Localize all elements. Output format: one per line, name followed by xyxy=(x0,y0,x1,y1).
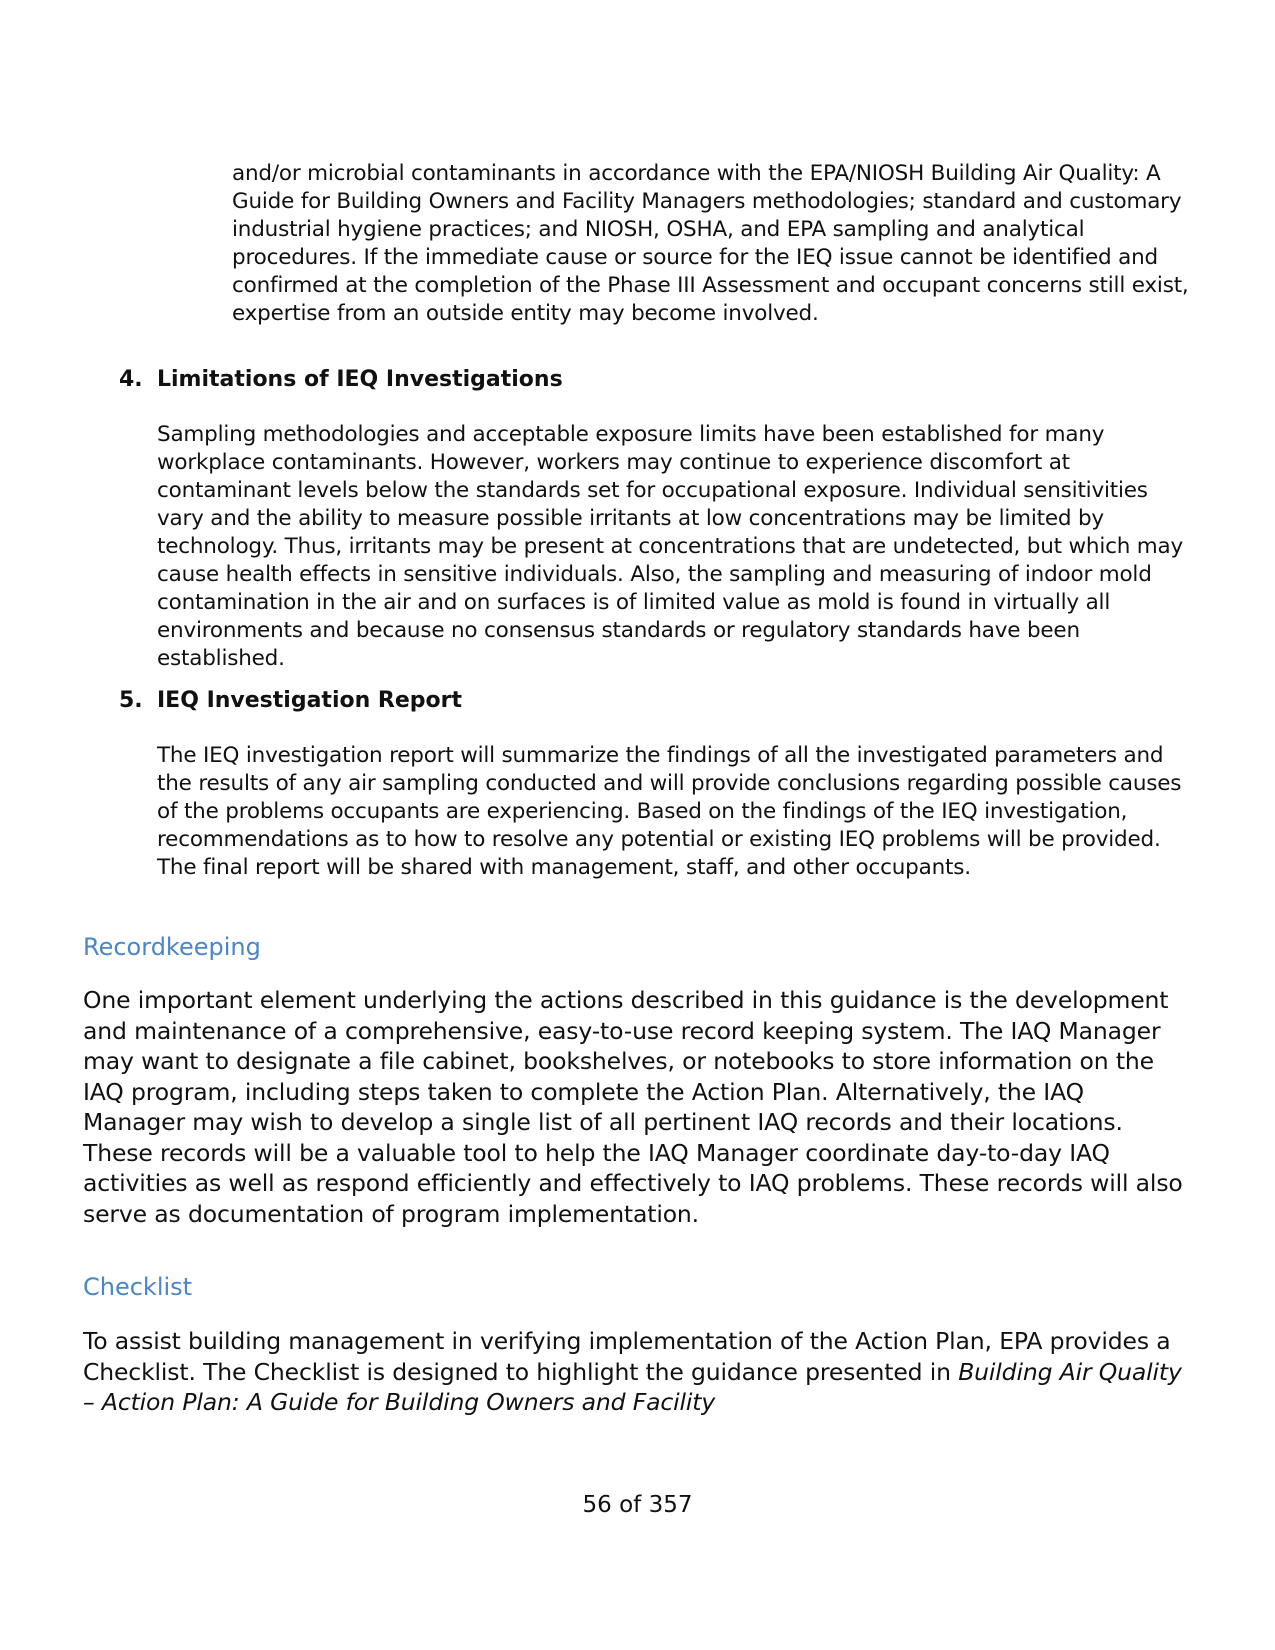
checklist-text-plain: To assist building management in verifying implementation of the Action Plan, EPA provides a Checklist. The Checklist is designed to highlight the guidance presented in xyxy=(83,1327,1171,1386)
section-heading-recordkeeping: Recordkeeping xyxy=(83,933,261,961)
page-number: 56 of 357 xyxy=(582,1492,693,1518)
checklist-text xyxy=(83,1326,1193,1418)
recordkeeping-paragraph xyxy=(83,985,1193,1229)
list-item-number: 4. xyxy=(119,367,143,392)
list-item-number: 5. xyxy=(119,688,143,713)
list-item-body-5 xyxy=(157,742,1192,882)
continuation-paragraph-text: and/or microbial contaminants in accordance with the EPA/NIOSH Building Air Quality: A Guide for Building Owners and Facility Managers methodologies; standard and customary industrial hygiene practices; and NIOSH, OSHA, and EPA sampling and analytical procedures. If the immediate cause or source for the IEQ issue cannot be identified and confirmed at the completion of the Phase III Assessment and occupant concerns still exist, expertise from an outside entity may become involved. xyxy=(232,161,1189,326)
recordkeeping-text: One important element underlying the actions described in this guidance is the development and maintenance of a comprehensive, easy-to-use record keeping system. The IAQ Manager may want to designate a file cabinet, bookshelves, or notebooks to store information on the IAQ program, including steps taken to complete the Action Plan. Alternatively, the IAQ Manager may wish to develop a single list of all pertinent IAQ records and their locations. These records will be a valuable tool to help the IAQ Manager coordinate day-to-day IAQ activities as well as respond efficiently and effectively to IAQ problems. These records will also serve as documentation of program implementation. xyxy=(83,986,1183,1228)
list-item-body-text: The IEQ investigation report will summarize the findings of all the investigated parameters and the results of any air sampling conducted and will provide conclusions regarding possible causes of the problems occupants are experiencing. Based on the findings of the IEQ investigation, recommendations as to how to resolve any potential or existing IEQ problems will be provided. The final report will be shared with management, staff, and other occupants. xyxy=(157,743,1182,880)
list-item-body-4 xyxy=(157,421,1192,673)
continuation-paragraph xyxy=(232,160,1192,328)
list-item-title: IEQ Investigation Report xyxy=(157,688,463,713)
list-item-title: Limitations of IEQ Investigations xyxy=(157,367,563,392)
checklist-paragraph xyxy=(83,1326,1193,1418)
section-heading-checklist: Checklist xyxy=(83,1273,193,1301)
list-item-body-text: Sampling methodologies and acceptable exposure limits have been established for many workplace contaminants. However, workers may continue to experience discomfort at contaminant levels below the standards set for occupational exposure. Individual sensitivities vary and the ability to measure possible irritants at low concentrations may be limited by technology. Thus, irritants may be present at concentrations that are undetected, but which may cause health effects in sensitive individuals. Also, the sampling and measuring of indoor mold contamination in the air and on surfaces is of limited value as mold is found in virtually all environments and because no consensus standards or regulatory standards have been established. xyxy=(157,422,1184,671)
checklist-text-italic-title: Building Air Quality – Action Plan: A Guide for Building Owners and Facility xyxy=(83,1357,1182,1416)
